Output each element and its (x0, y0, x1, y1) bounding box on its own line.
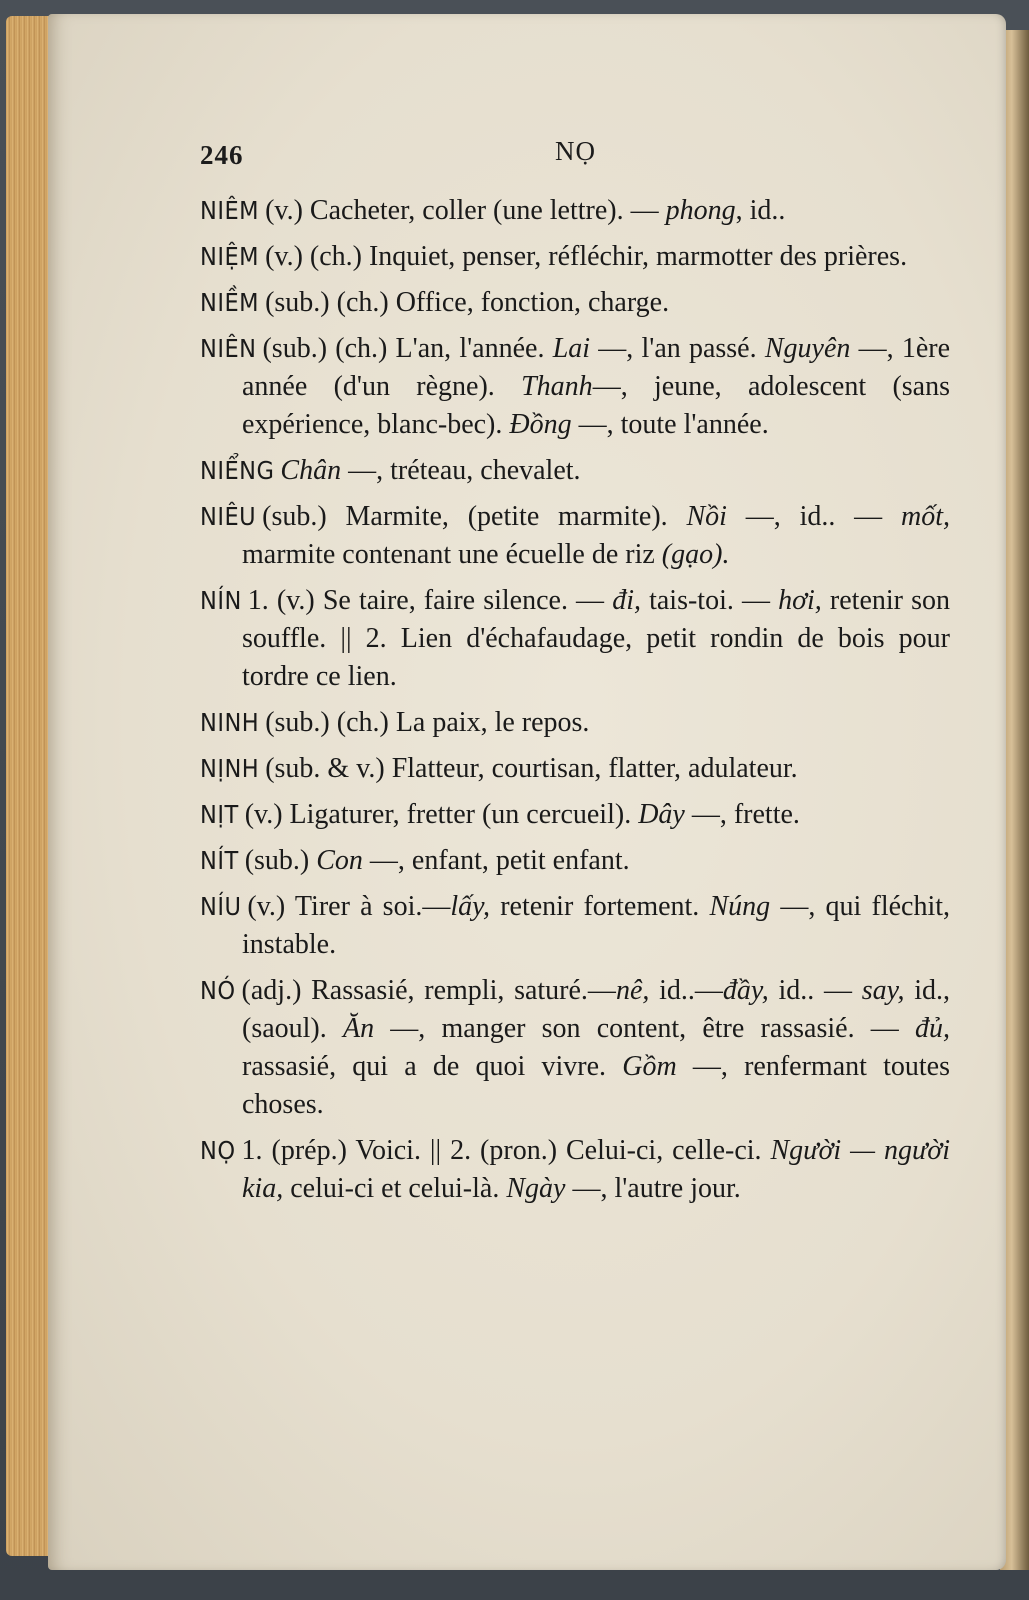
page-header (200, 136, 950, 180)
entry-definition-text: (sub.) (ch.) Office, fonction, charge. (265, 287, 670, 318)
entry-definition-text: —, manger son content, être rassasié. — (374, 1013, 915, 1044)
entry-definition-text: —, 1ère année (d'un règne). (242, 333, 950, 402)
entry-definition-text: (sub. & v.) Flatteur, courtisan, flatter, adulateur. (265, 753, 798, 784)
entry-vietnamese-term: Đồng (509, 409, 572, 440)
entry-definition-text: tais-toi. — (640, 585, 779, 616)
dictionary-entries (200, 192, 950, 1216)
entry-definition-text: , id.. (735, 195, 786, 226)
dictionary-entry (200, 452, 950, 490)
entry-vietnamese-term: phong (665, 195, 736, 226)
entry-headword: NÓ (200, 976, 236, 1005)
entry-definition-text: —, frette. (684, 799, 800, 830)
entry-headword: NIỀM (200, 288, 260, 317)
dictionary-entry (200, 842, 950, 880)
entry-vietnamese-term: nê, (615, 975, 650, 1006)
entry-vietnamese-term: hơi, (778, 585, 822, 616)
dictionary-entry (200, 330, 950, 444)
entry-definition-text: marmite contenant une écuelle de riz (242, 539, 662, 570)
dictionary-entry (200, 238, 950, 276)
entry-vietnamese-term: mốt, (901, 501, 950, 532)
entry-definition-text: —, qui fléchit, instable. (242, 891, 951, 960)
running-head: NỌ (555, 136, 596, 166)
dictionary-entry (200, 192, 950, 230)
entry-definition-text: —, toute l'année. (571, 409, 769, 440)
entry-vietnamese-term: Ngày (506, 1173, 566, 1204)
entry-definition-text: rassasié, qui a de quoi vivre. (242, 1051, 623, 1082)
entry-vietnamese-term: Ăn (342, 1013, 375, 1044)
dictionary-entry (200, 284, 950, 322)
dictionary-entry (200, 498, 950, 574)
entry-vietnamese-term: đầy, (722, 975, 769, 1006)
entry-vietnamese-term: đủ, (915, 1013, 950, 1044)
entry-definition-text: —, tréteau, chevalet. (341, 455, 581, 486)
entry-vietnamese-term: Lai (552, 333, 591, 364)
dictionary-entry (200, 888, 950, 964)
entry-headword: NIỆM (200, 242, 260, 271)
dictionary-entry (200, 582, 950, 696)
entry-vietnamese-term: (gạo). (661, 539, 730, 570)
dictionary-entry (200, 750, 950, 788)
entry-vietnamese-term: say, (861, 975, 905, 1006)
entry-definition-text: id., (saoul). (242, 975, 951, 1044)
entry-definition-text: id..— (649, 975, 723, 1006)
dictionary-entry (200, 1132, 950, 1208)
page-number: 246 (200, 140, 244, 170)
entry-definition-text: (sub.) Marmite, (petite marmite). (262, 501, 687, 532)
entry-definition-text: retenir son souffle. || 2. Lien d'échafaudage, petit rondin de bois pour tordre ce lien. (242, 585, 951, 692)
entry-vietnamese-term: Dây (638, 799, 685, 830)
entry-vietnamese-term: Núng (709, 891, 771, 922)
entry-vietnamese-term: Nguyên (764, 333, 851, 364)
entry-headword: NIỂNG (200, 456, 275, 485)
entry-headword: NIÊN (200, 334, 257, 363)
entry-definition-text: (v.) Ligaturer, fretter (un cercueil). (244, 799, 639, 830)
entry-headword: NỌ (200, 1136, 236, 1165)
entry-definition-text: id.. — (768, 975, 862, 1006)
entry-definition-text: (v.) Tirer à soi.— (247, 891, 451, 922)
entry-headword: NÍT (200, 846, 239, 875)
entry-vietnamese-term: đi, (612, 585, 641, 616)
entry-definition-text: (sub.) (ch.) La paix, le repos. (265, 707, 590, 738)
entry-definition-text: —, jeune, adolescent (sans expérience, blanc-bec). (242, 371, 950, 440)
entry-vietnamese-term: Nồi (686, 501, 727, 532)
entry-definition-text: 1. (prép.) Voici. || 2. (pron.) Celui-ci, celle-ci. (241, 1135, 771, 1166)
dictionary-entry (200, 704, 950, 742)
entry-vietnamese-term: Thanh (521, 371, 593, 402)
entry-headword: NINH (200, 708, 260, 737)
entry-definition-text: 1. (v.) Se taire, faire silence. — (247, 585, 613, 616)
entry-headword: NỊT (200, 800, 239, 829)
entry-vietnamese-term: Chân (280, 455, 342, 486)
entry-definition-text: —, l'an passé. (590, 333, 765, 364)
entry-definition-text: (sub.) (ch.) L'an, l'année. (262, 333, 553, 364)
entry-definition-text: (v.) Cacheter, coller (une lettre). — (265, 195, 666, 226)
entry-headword: NỊNH (200, 754, 260, 783)
entry-definition-text: (v.) (ch.) Inquiet, penser, réfléchir, marmotter des prières. (265, 241, 908, 272)
entry-definition-text: retenir fortement. (490, 891, 710, 922)
entry-vietnamese-term: Con (316, 845, 363, 876)
entry-definition-text: celui-ci et celui-là. (283, 1173, 507, 1204)
entry-vietnamese-term: lấy, (450, 891, 491, 922)
entry-definition-text: —, enfant, petit enfant. (362, 845, 630, 876)
dictionary-entry (200, 972, 950, 1124)
entry-definition-text: (adj.) Rassasié, rempli, saturé.— (241, 975, 616, 1006)
entry-definition-text: —, id.. — (726, 501, 901, 532)
entry-headword: NÍU (200, 892, 242, 921)
entry-definition-text: —, renfermant toutes choses. (242, 1051, 950, 1120)
entry-definition-text: (sub.) (244, 845, 317, 876)
entry-vietnamese-term: Gồm (622, 1051, 677, 1082)
entry-definition-text: —, l'autre jour. (565, 1173, 741, 1204)
entry-headword: NIÊM (200, 196, 260, 225)
entry-headword: NÍN (200, 586, 242, 615)
entry-headword: NIÊU (200, 502, 257, 531)
entry-vietnamese-term: Người — người kia, (242, 1135, 950, 1204)
dictionary-entry (200, 796, 950, 834)
